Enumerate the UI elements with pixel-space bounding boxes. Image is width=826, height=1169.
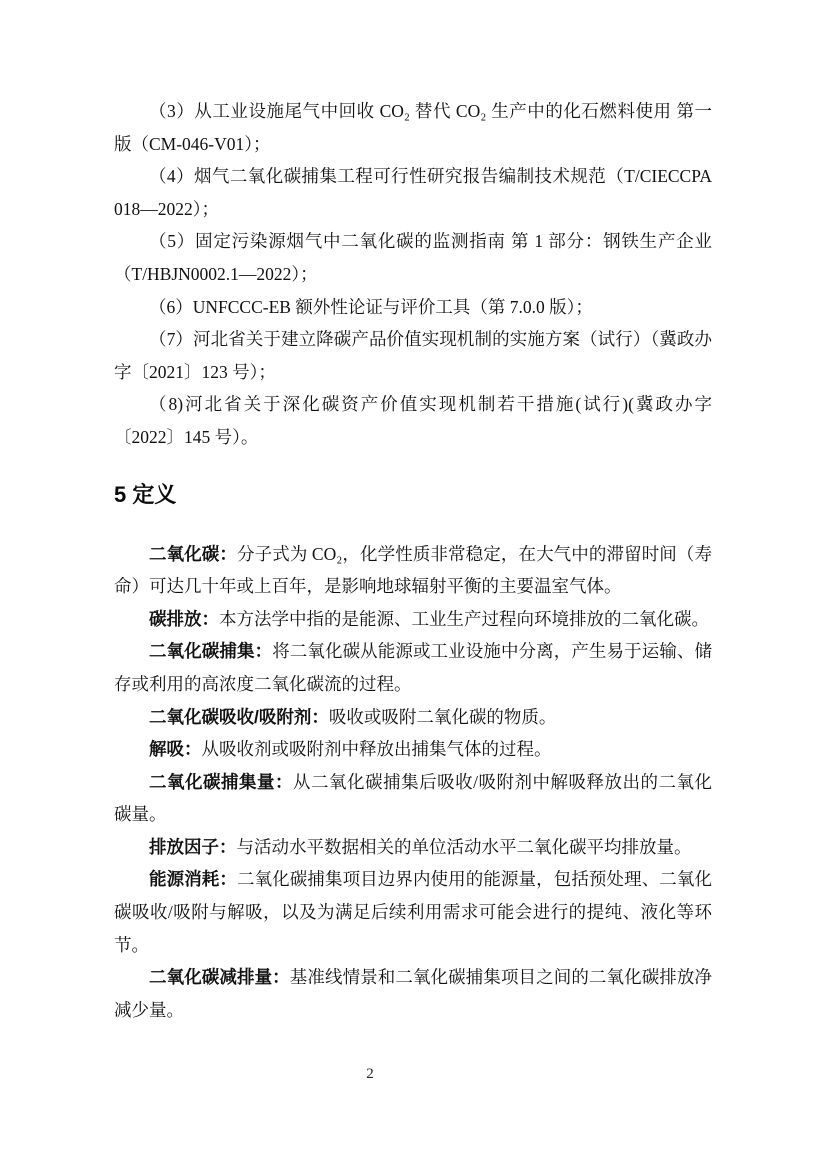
reference-item: （8)河北省关于深化碳资产价值实现机制若干措施(试行)(冀政办字〔2022〕145 号）。 bbox=[114, 394, 712, 447]
definition-term: 排放因子： bbox=[149, 836, 237, 857]
reference-item: （3）从工业设施尾气中回收 CO₂ 替代 CO₂ 生产中的化石燃料使用 第一版（CM-046-V01）； bbox=[114, 101, 712, 154]
definition-text: 本方法学中指的是能源、工业生产过程向环境排放的二氧化碳。 bbox=[219, 608, 709, 629]
definition-term: 二氧化碳捕集： bbox=[149, 641, 273, 662]
definition-text: 将二氧化碳从能源或工业设施中分离，产生易于运输、储存或利用的高浓度二氧化碳流的过程。 bbox=[114, 641, 713, 694]
definition-text: 二氧化碳捕集项目边界内使用的能源量，包括预处理、二氧化碳吸收/吸附与解吸，以及为满足后续利用需求可能会进行的提纯、液化等环节。 bbox=[114, 869, 712, 955]
definition-term: 二氧化碳吸收/吸附剂： bbox=[149, 706, 329, 727]
definition-item bbox=[114, 635, 712, 700]
definition-item bbox=[114, 766, 712, 831]
definition-term: 二氧化碳减排量： bbox=[149, 967, 290, 988]
reference-item: （5）固定污染源烟气中二氧化碳的监测指南 第 1 部分：钢铁生产企业（T/HBJN0002.1—2022）； bbox=[114, 231, 712, 284]
reference-item: （6）UNFCCC-EB 额外性论证与评价工具（第 7.0.0 版）； bbox=[149, 296, 593, 317]
definition-text: 与活动水平数据相关的单位活动水平二氧化碳平均排放量。 bbox=[236, 836, 692, 857]
definition-term: 二氧化碳： bbox=[149, 543, 238, 564]
definition-item bbox=[114, 961, 712, 1026]
definition-item bbox=[114, 831, 712, 864]
reference-item: （4）烟气二氧化碳捕集工程可行性研究报告编制技术规范（T/CIECCPA 018—2022）； bbox=[114, 166, 712, 219]
page-number: 2 bbox=[366, 1066, 374, 1082]
definition-text: 从吸收剂或吸附剂中释放出捕集气体的过程。 bbox=[201, 739, 552, 760]
definition-item bbox=[114, 733, 712, 766]
definition-text: 分子式为 CO₂，化学性质非常稳定，在大气中的滞留时间（寿命）可达几十年或上百年，是影响地球辐射平衡的主要温室气体。 bbox=[114, 543, 713, 597]
definition-term: 碳排放： bbox=[149, 608, 219, 629]
definition-item bbox=[114, 603, 712, 636]
section-heading: 5 定义 bbox=[114, 481, 177, 507]
definition-text: 吸收或吸附二氧化碳的物质。 bbox=[328, 706, 557, 727]
definition-text: 基准线情景和二氧化碳捕集项目之间的二氧化碳排放净减少量。 bbox=[114, 967, 713, 1020]
definition-item bbox=[114, 701, 712, 734]
definition-term: 解吸： bbox=[149, 739, 202, 760]
definition-term: 二氧化碳捕集量： bbox=[149, 771, 294, 792]
page-content bbox=[114, 95, 712, 1026]
definition-item bbox=[114, 863, 712, 961]
reference-item: （7）河北省关于建立降碳产品价值实现机制的实施方案（试行）（冀政办字〔2021〕123 号）； bbox=[114, 329, 712, 382]
definition-text: 从二氧化碳捕集后吸收/吸附剂中解吸释放出的二氧化碳量。 bbox=[114, 771, 712, 825]
definition-item bbox=[114, 538, 712, 603]
definition-term: 能源消耗： bbox=[149, 869, 237, 890]
